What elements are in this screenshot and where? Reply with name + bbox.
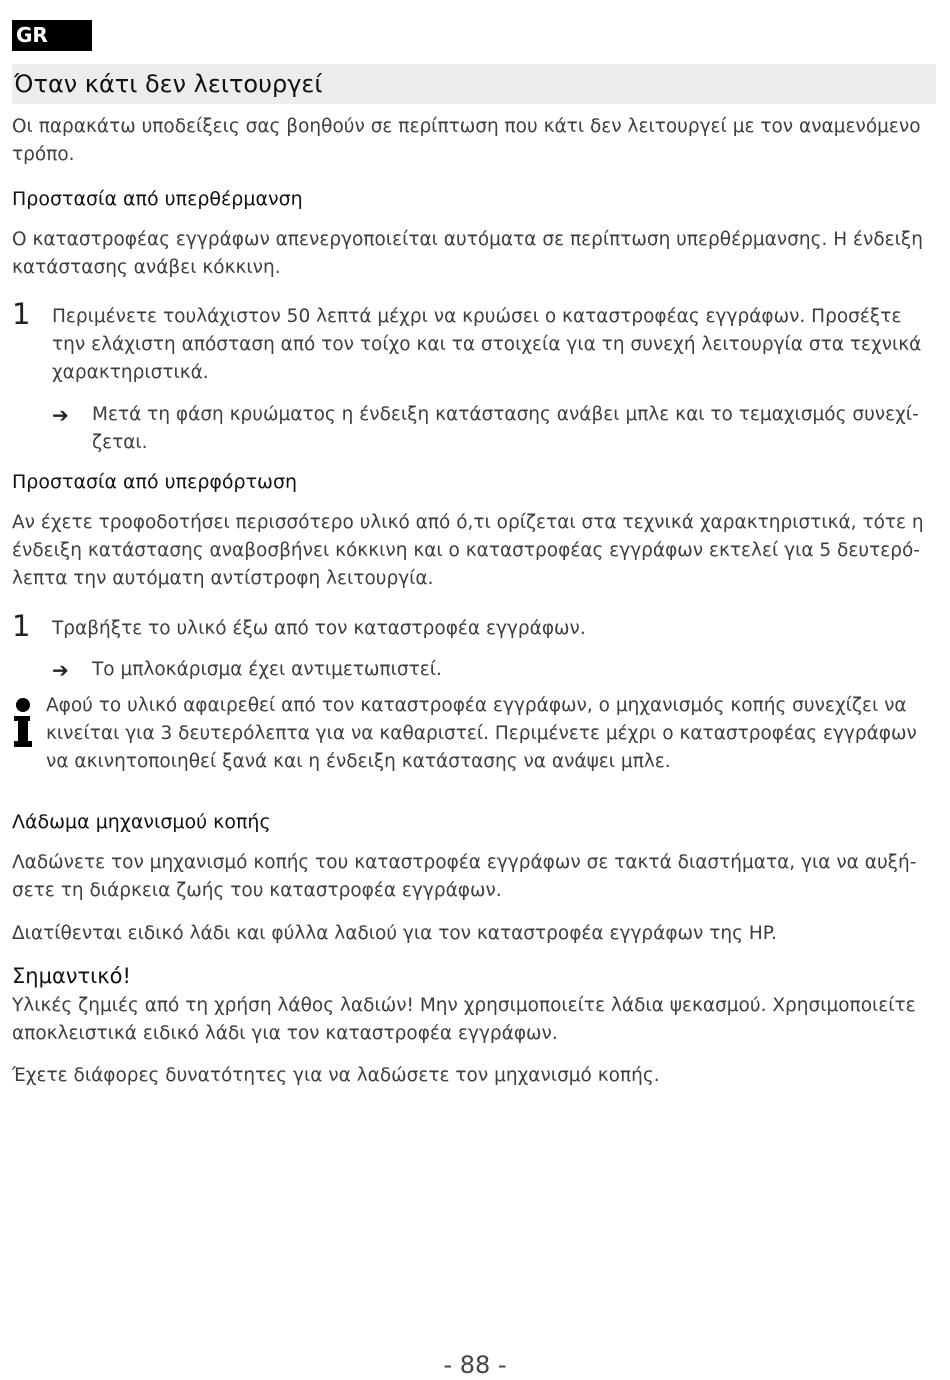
overheat-result-arrow-icon: ➔ [52, 403, 69, 427]
overload-heading: Προστασία από υπερφόρτωση [12, 471, 298, 493]
language-tag: GR [12, 20, 92, 51]
oiling-paragraph-1: Λαδώνετε τον μηχανισμό κοπής του καταστροφέα εγγράφων σε τακτά διαστήματα, για να αυξήσετε τη διάρκεια ζωής του καταστροφέα εγγράφων. [12, 852, 917, 901]
page-title: Όταν κάτι δεν λειτουργεί [12, 64, 936, 104]
overload-step-text: Τραβήξτε το υλικό έξω από τον καταστροφέα εγγράφων. [52, 618, 586, 639]
overheat-result-text: Μετά τη φάση κρυώματος η ένδειξη κατάστασης ανάβει μπλε και το τεμαχισμός συνεχίζεται. [92, 404, 919, 453]
overheat-step-number: 1 [12, 297, 31, 331]
important-paragraph: Υλικές ζημιές από τη χρήση λάθος λαδιών! Μην χρησιμοποιείτε λάδια ψεκασμού. Χρησιμοποιείτε αποκλειστικά ειδικό λάδι για τον καταστροφέα εγγράφων. [12, 995, 916, 1044]
page-number: - 88 - [443, 1351, 507, 1379]
oiling-paragraph-2: Διατίθενται ειδικό λάδι και φύλλα λαδιού για τον καταστροφέα εγγράφων της HP. [12, 923, 777, 944]
overload-info-note: Αφού το υλικό αφαιρεθεί από τον καταστροφέα εγγράφων, ο μηχανισμός κοπής συνεχίζει να κινείται για 3 δευτερόλεπτα για να καθαριστεί. Περιμένετε μέχρι ο καταστροφέας εγγράφων να ακινητοποιηθεί ξανά και η ένδειξη κατάστασης να ανάψει μπλε. [46, 695, 917, 772]
oiling-paragraph-3: Έχετε διάφορες δυνατότητες για να λαδώσετε τον μηχανισμό κοπής. [12, 1065, 660, 1086]
info-icon [12, 697, 34, 749]
overload-step-number: 1 [12, 609, 31, 643]
overload-result-text: Το μπλοκάρισμα έχει αντιμετωπιστεί. [92, 659, 442, 680]
overheat-step-text: Περιμένετε τουλάχιστον 50 λεπτά μέχρι να κρυώσει ο καταστροφέας εγγράφων. Προσέξτε την ελάχιστη απόσταση από τον τοίχο και τα στοιχεία για τη συνεχή λειτουργία στα τεχνικά χαρακτηριστικά. [52, 306, 922, 383]
overload-paragraph: Αν έχετε τροφοδοτήσει περισσότερο υλικό από ό,τι ορίζεται στα τεχνικά χαρακτηριστικά, τότε η ένδειξη κατάστασης αναβοσβήνει κόκκινη και ο καταστροφέας εγγράφων εκτελεί για 5 δευτερόλεπτα την αυτόματη αντίστροφη λειτουργία. [12, 512, 924, 589]
intro-paragraph: Οι παρακάτω υποδείξεις σας βοηθούν σε περίπτωση που κάτι δεν λειτουργεί με τον αναμενόμενο τρόπο. [12, 116, 921, 165]
oiling-heading: Λάδωμα μηχανισμού κοπής [12, 811, 271, 833]
overheat-paragraph: Ο καταστροφέας εγγράφων απενεργοποιείται αυτόματα σε περίπτωση υπερθέρμανσης. Η ένδειξη κατάστασης ανάβει κόκκινη. [12, 229, 923, 278]
important-heading: Σημαντικό! [12, 964, 131, 988]
overheat-heading: Προστασία από υπερθέρμανση [12, 188, 303, 210]
overload-result-arrow-icon: ➔ [52, 658, 69, 682]
